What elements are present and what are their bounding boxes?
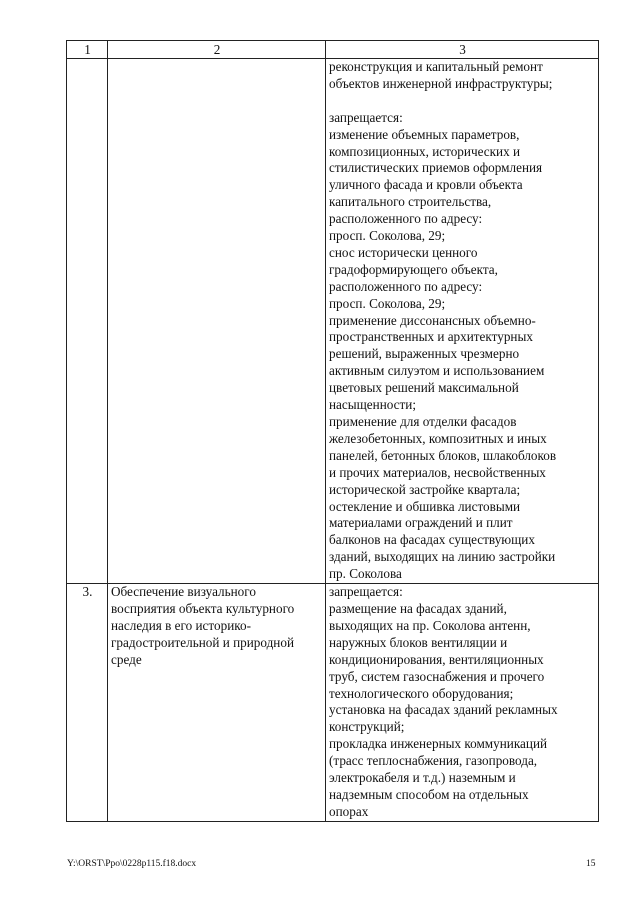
continued-restriction-text-line: изменение объемных параметров,	[329, 126, 520, 142]
continued-restriction-text-line: запрещается:	[329, 109, 403, 125]
row-3-number: 3.	[67, 584, 108, 822]
continued-restriction-text-line: решений, выраженных чрезмерно	[329, 346, 520, 362]
continued-restriction-text-line: железобетонных, композитных и иных	[329, 430, 547, 446]
continued-restriction-text-line: просп. Соколова, 29;	[329, 295, 446, 311]
continued-restriction-text-line: балконов на фасадах существующих	[329, 532, 535, 548]
continued-restriction-text-line: композиционных, исторических и	[329, 143, 521, 159]
row-3-restriction-text-line: (трасс теплоснабжения, газопровода,	[329, 753, 538, 769]
continued-restriction-text-line: насыщенности;	[329, 397, 417, 413]
continued-restriction-text-line: материалами ограждений и плит	[329, 515, 513, 531]
continued-restriction-text-line: пространственных и архитектурных	[329, 329, 533, 345]
header-col-3: 3	[326, 41, 599, 59]
continued-restrictions-cell	[326, 59, 599, 584]
row-3-restriction-text-line: размещение на фасадах зданий,	[329, 600, 507, 616]
header-col-1: 1	[67, 41, 108, 59]
row-3-restriction-text-line: электрокабеля и т.д.) наземным и	[329, 770, 516, 786]
row-3-restriction-text-line: опорах	[329, 803, 369, 819]
continued-restriction-text-line: применение диссонансных объемно-	[329, 312, 536, 328]
row-3-restriction-text-line: конструкций;	[329, 719, 405, 735]
row-3-requirement-text-line: наследия в его историко-	[111, 617, 251, 633]
row-3-restriction-text-line: кондиционирования, вентиляционных	[329, 651, 544, 667]
continued-restriction-text-line: реконструкция и капитальный ремонт	[329, 59, 543, 74]
footer-file-path: Y:\ORST\Ppo\0228p115.f18.docx	[67, 859, 197, 869]
footer-page-number: 15	[586, 859, 596, 869]
row-3-restriction-text-line: установка на фасадах зданий рекламных	[329, 702, 558, 718]
continued-restriction-text-line: активным силуэтом и использованием	[329, 363, 545, 379]
continued-restriction-text-line: расположенного по адресу:	[329, 211, 483, 227]
table-row-continued	[67, 59, 599, 584]
continued-restriction-text-line: градоформирующего объекта,	[329, 261, 498, 277]
continued-restriction-text-line: панелей, бетонных блоков, шлакоблоков	[329, 447, 557, 463]
row-3-restriction-text-line: запрещается:	[329, 584, 403, 600]
row-3-restriction-text-line: технологического оборудования;	[329, 685, 514, 701]
continued-restriction-text-line: цветовых решений максимальной	[329, 380, 519, 396]
row-3-requirement	[108, 584, 326, 822]
continued-restriction-text-line: капитального строительства,	[329, 194, 492, 210]
row-3-restriction-text-line: выходящих на пр. Соколова антенн,	[329, 617, 531, 633]
continued-restriction-text-line: пр. Соколова	[329, 566, 402, 582]
row-3-restriction-text-line: надземным способом на отдельных	[329, 786, 529, 802]
header-col-2: 2	[108, 41, 326, 59]
continued-restriction-text-line: расположенного по адресу:	[329, 278, 483, 294]
row-3-requirement-text-line: восприятия объекта культурного	[111, 600, 295, 616]
table-header-row	[67, 41, 599, 59]
continued-restriction-text-line: просп. Соколова, 29;	[329, 228, 446, 244]
row-3-requirement-text-line: градостроительной и природной	[111, 634, 295, 650]
continued-requirement-cell	[108, 59, 326, 584]
table-row-3	[67, 584, 599, 822]
continued-restriction-text-line: снос исторически ценного	[329, 244, 478, 260]
row-3-restrictions	[326, 584, 599, 822]
row-3-restriction-text-line: труб, систем газоснабжения и прочего	[329, 668, 545, 684]
row-3-requirement-text-line: среде	[111, 651, 142, 667]
continued-number-cell	[67, 59, 108, 584]
row-3-restriction-text-line: прокладка инженерных коммуникаций	[329, 736, 548, 752]
continued-restriction-text-line: исторической застройке квартала;	[329, 481, 521, 497]
continued-restriction-text-line: зданий, выходящих на линию застройки	[329, 549, 556, 565]
continued-restriction-text-line: стилистических приемов оформления	[329, 160, 543, 176]
continued-restriction-text-line: применение для отделки фасадов	[329, 414, 517, 430]
continued-restriction-blank-line	[329, 93, 596, 110]
row-3-requirement-text-line: Обеспечение визуального	[111, 584, 256, 600]
continued-restriction-text-line: и прочих материалов, несвойственных	[329, 464, 546, 480]
continued-restriction-text-line: объектов инженерной инфраструктуры;	[329, 75, 553, 91]
continued-restriction-text-line: остекление и обшивка листовыми	[329, 498, 521, 514]
regulations-table	[66, 40, 599, 822]
row-3-restriction-text-line: наружных блоков вентиляции и	[329, 634, 508, 650]
continued-restriction-text-line: уличного фасада и кровли объекта	[329, 177, 523, 193]
